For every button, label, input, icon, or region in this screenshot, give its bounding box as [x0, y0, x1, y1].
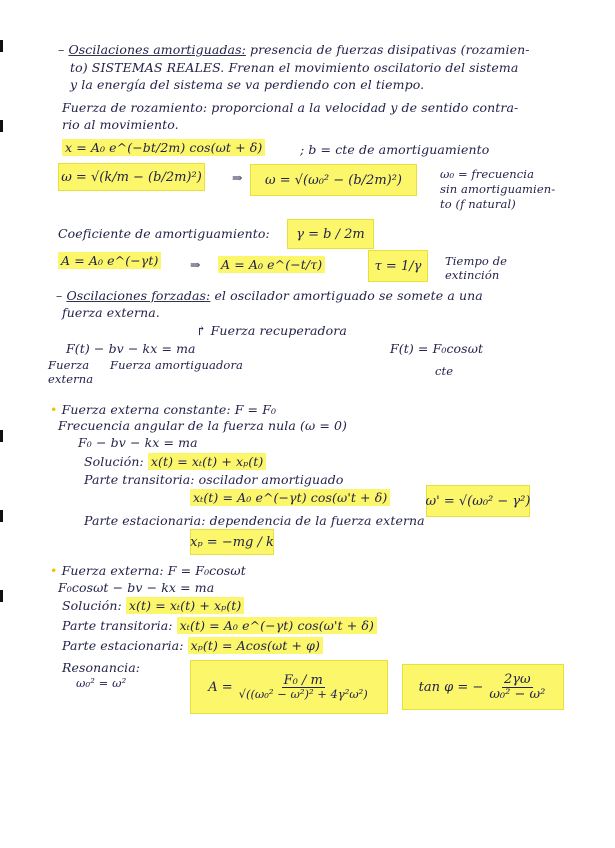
phase-numerator: 2γω — [503, 671, 531, 687]
omega-result-box: ω = √(ω₀² − (b/2m)²) — [250, 164, 417, 196]
b-constant-note: ; b = cte de amortiguamiento — [300, 142, 490, 157]
amplitude-box: A = $\frac{\text{F₀ / m}}{\text{√((ω₀² − ω²)² + 4γ²ω²)}}$ — [190, 660, 388, 714]
coefficient-label: Coeficiente de amortiguamiento: — [58, 226, 270, 241]
restoring-force-note: ↱ Fuerza recuperadora — [196, 323, 347, 338]
forced-desc: el oscilador amortiguado se somete a una — [214, 288, 483, 303]
implies-arrow: ⇒ — [232, 170, 243, 185]
transient-line: Parte transitoria: xₜ(t) = A₀ e^(−γt) cos(ω't + δ) — [62, 618, 377, 633]
text-line: fuerza externa. — [62, 305, 160, 320]
gamma-box: γ = b / 2m — [287, 219, 374, 249]
omega-equation-box: ω = √(k/m − (b/2m)²) — [58, 163, 205, 191]
omega0-note: ω₀ = frecuencia — [440, 167, 535, 181]
amplitude-equation: A = A₀ e^(−γt) — [58, 253, 161, 268]
constant-label: cte — [435, 364, 454, 378]
text-line: rio al movimiento. — [62, 117, 179, 132]
force-label: Fuerza — [48, 358, 90, 372]
tau-box: τ = 1/γ — [368, 250, 428, 282]
transient-equation: xₜ(t) = A₀ e^(−γt) cos(ω't + δ) — [190, 490, 390, 505]
constant-force-title: • Fuerza externa constante: F = F₀ — [50, 402, 277, 417]
binder-mark — [0, 590, 3, 602]
phase-denominator: ω₀² − ω² — [489, 686, 546, 702]
frequency-note: Frecuencia angular de la fuerza nula (ω = 0) — [58, 418, 348, 433]
text-line: to) SISTEMAS REALES. Frenan el movimiento oscilatorio del sistema — [70, 60, 519, 75]
omega0-note: sin amortiguamien- — [440, 182, 556, 196]
stationary-line: Parte estacionaria: xₚ(t) = Acos(ωt + φ) — [62, 638, 323, 653]
omega0-note: to (f natural) — [440, 197, 516, 211]
amplitude-denominator: √((ω₀² − ω²)² + 4γ²ω²) — [238, 687, 368, 702]
stationary-label: Parte estacionaria: dependencia de la fuerza externa — [84, 513, 425, 528]
amplitude-numerator: F₀ / m — [283, 672, 323, 688]
damped-desc: presencia de fuerzas disipativas (rozamien- — [250, 42, 530, 57]
external-label: externa — [48, 372, 94, 386]
forced-heading-line: – Oscilaciones forzadas: el oscilador amortiguado se somete a una — [56, 288, 483, 303]
omega-prime-box: ω' = √(ω₀² − γ²) — [426, 485, 530, 517]
constant-force-equation: F₀ − bv − kx = ma — [78, 435, 198, 450]
periodic-force-title: • Fuerza externa: F = F₀cosωt — [50, 563, 246, 578]
damped-heading-line: – Oscilaciones amortiguadas: presencia de fuerzas disipativas (rozamien- — [58, 42, 530, 57]
damping-force-label: Fuerza amortiguadora — [110, 358, 244, 372]
position-equation: x = A₀ e^(−bt/2m) cos(ωt + δ) — [62, 140, 265, 155]
damped-title: Oscilaciones amortiguadas: — [68, 42, 246, 57]
text-line: Fuerza de rozamiento: proporcional a la velocidad y de sentido contra- — [62, 100, 519, 115]
binder-mark — [0, 510, 3, 522]
tau-note: extinción — [445, 268, 500, 282]
solution-line: Solución: x(t) = xₜ(t) + xₚ(t) — [62, 598, 244, 613]
binder-mark — [0, 120, 3, 132]
resonance-equation: ω₀² = ω² — [76, 676, 127, 690]
amplitude-tau-equation: A = A₀ e^(−t/τ) — [218, 257, 325, 272]
binder-mark — [0, 430, 3, 442]
text-line: y la energía del sistema se va perdiendo con el tiempo. — [70, 77, 425, 92]
newton-equation: F(t) − bv − kx = ma — [66, 341, 196, 356]
implies-arrow: ⇒ — [190, 257, 201, 272]
binder-mark — [0, 40, 3, 52]
periodic-force-equation: F₀cosωt − bv − kx = ma — [58, 580, 215, 595]
resonance-label: Resonancia: — [62, 660, 141, 675]
xp-box: xₚ = −mg / k — [190, 529, 274, 555]
external-force-equation: F(t) = F₀cosωt — [390, 341, 484, 356]
phase-box: tan φ = − $\frac{2\gamma\omega}{\text{ω₀² − ω²}}$ — [402, 664, 564, 710]
forced-title: Oscilaciones forzadas: — [66, 288, 211, 303]
tau-note: Tiempo de — [445, 254, 508, 268]
solution-line: Solución: x(t) = xₜ(t) + xₚ(t) — [84, 454, 266, 469]
transient-label: Parte transitoria: oscilador amortiguado — [84, 472, 344, 487]
